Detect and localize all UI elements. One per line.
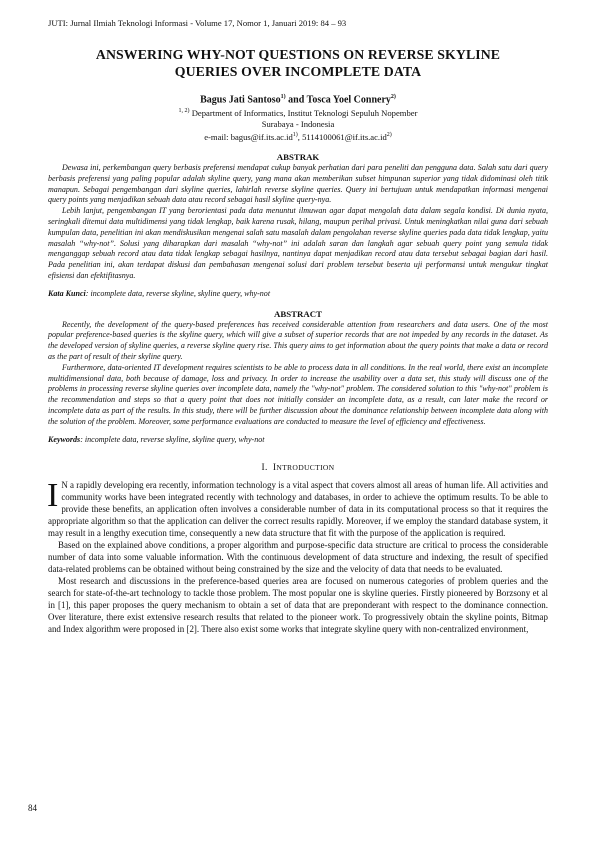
- section-heading-introduction: [48, 462, 548, 474]
- section-title-first: I: [272, 463, 277, 474]
- affiliation-sup: 1, 2): [178, 108, 190, 115]
- author-list: [48, 91, 548, 106]
- kata-kunci-label: Kata Kunci: [48, 288, 86, 298]
- abstract-heading: ABSTRACT: [274, 308, 322, 319]
- author-2-sup: 2): [390, 94, 396, 100]
- email-1: e-mail: bagus@if.its.ac.id: [204, 132, 293, 143]
- intro-paragraph-2: Based on the explained above conditions, a proper algorithm and purpose-specific data structure are critical to process the considerable number of data into some valuable information. With the continuous development of data structure and indexing, the result of specified data-related problems can be obtained without being constrained by the size and the velocity of data that needs to be evaluated.: [48, 540, 548, 575]
- abstrak-heading: ABSTRAK: [276, 152, 320, 163]
- section-number: I.: [261, 463, 268, 474]
- keywords: [48, 435, 548, 446]
- kata-kunci: [48, 289, 548, 300]
- intro-paragraph-3: Most research and discussions in the preference-based queries area are focused on numerous categories of problem queries and the search for state-of-the-art technology to tackle those problem. The most popular one is skyline queries. Firstly pioneered by Borzsony et al in [1], this paper proposes the query mechanism to obtain a set of data that are preponderant with respect to the dominance connection. Over literature, there exist extensive research results that related to the pioneer work. To progressively obtain the skyline points, Bitmap and Index algorithm were proposed in [2]. There also exist some works that integrate skyline query with non-centralized environment,: [48, 576, 548, 634]
- city: Surabaya - Indonesia: [261, 119, 335, 130]
- email-2: , 5114100061@if.its.ac.id: [297, 132, 387, 143]
- author-and: and: [285, 94, 307, 106]
- department: Department of Informatics, Institut Teknologi Sepuluh Nopember: [189, 108, 418, 119]
- drop-cap: I: [47, 477, 59, 515]
- affiliation: [48, 106, 548, 143]
- keywords-label: Keywords: [48, 434, 81, 444]
- running-header: JUTI: Jurnal Ilmiah Teknologi Informasi - Volume 17, Nomor 1, Januari 2019: 84 – 93: [48, 18, 347, 28]
- intro-paragraph-1-text: N a rapidly developing era recently, information technology is a vital aspect that covers almost all areas of human life. All activities and community works have been integrated recently with technology and databases, in order to achieve the optimum results. To be able to provide these benefits, an application often involves a considerable number of data in its computational process so that it requires the appropriate algorithm so that the application can deliver the correct results rapidly. Moreover, if we employ the standard database system, it may result in a lengthy execution time, consequently a new data structure that fit with the purpose of the application is required.: [48, 480, 548, 539]
- page-number: 84: [28, 803, 37, 813]
- author-2: Tosca Yoel Connery: [306, 94, 391, 106]
- kata-kunci-text: : incomplete data, reverse skyline, skyline query, why-not: [85, 288, 271, 298]
- email-sup-2: 2): [386, 132, 392, 139]
- abstrak-paragraph-2: Lebih lanjut, pengembangan IT yang berorientasi pada data menuntut ilmuwan agar dapat mengolah data dalam segala kondisi. Di dunia nyata, seringkali ditemui data multidimensi yang tidak lengkap, baik karena rusak, hilang, maupun perihal privasi. Untuk meningkatkan nilai guna dari sebuah kumpulan data, penelitian ini akan mendiskusikan mengenai salah satu masalah dalam pengolahan reverse skyline queries pada data tidak lengkap, yaitu masalah “why-not”. Solusi yang diharapkan dari masalah “why-not” ini adalah saran dan langkah agar sebuah query point yang semula tidak menganggap sebuah record atau data tidak lengkap sebagai hasilnya, nantinya dapat menjadikan record atau data tersebut sebagai bagian dari hasil. Pada penelitian ini, akan terdapat diskusi dan pembahasan mengenai solusi dari problem tersebut beserta uji performansi untuk mengukur tingkat efisiensi dan efektifitasnya.: [48, 206, 548, 281]
- email-sup-1: 1): [292, 132, 298, 139]
- abstract-paragraph-1: Recently, the development of the query-based preferences has received considerable attention from researchers and data users. One of the most popular preference-based queries is the skyline query, which will give a subset of superior records that are not impeded by any records in the dataset. As the developed version of skyline queries, a reverse skyline query rise. This query aims to get information about the query points that make a data or record as the part of result of their skyline query.: [48, 319, 548, 361]
- title-line-2: QUERIES OVER INCOMPLETE DATA: [174, 64, 422, 79]
- section-title-rest: NTRODUCTION: [276, 463, 335, 473]
- abstract-paragraph-2: Furthermore, data-oriented IT development requires scientists to be able to process data in all conditions. In the real world, there exist an incomplete multidimensional data, both because of damage, loss and privacy. In order to increase the usability over a data set, this study will discuss one of the problems in processing reverse skyline queries over incomplete data, namely the "why-not" problem. The considered solution to this "why-not" problem is the recommendation and steps so that a query point that does not initially consider an incomplete data, as a result, can later make the record or incomplete data as part of the results. In this study, there will be further discussion about the dominance relationship between incomplete data along with the solution of the problem. Moreover, some performance evaluations are conducted to measure the level of efficiency and effectiveness.: [48, 362, 548, 426]
- author-1-sup: 1): [280, 94, 286, 100]
- paper-page: [48, 18, 548, 636]
- title-line-1: ANSWERING WHY-NOT QUESTIONS ON REVERSE SKYLINE: [95, 47, 501, 62]
- email-line: [48, 130, 548, 143]
- abstrak-paragraph-1: Dewasa ini, perkembangan query berbasis preferensi mendapat cukup banyak perhatian dari para peneliti dan pengguna data. Salah satu dari query berbasis preferensi yang paling popular adalah skyline query, yang mana akan memberikan subset himpunan superior yang tidak didominasi oleh titik manapun. Sebagai pengembangan dari skyline queries, lahirlah reverse skyline queries. Query ini bertujuan untuk mendapatkan informasi mengenai query points yang menjadikan sebuah data atau record sebagai hasil skyline query-nya.: [48, 163, 548, 205]
- intro-paragraph-1: [47, 477, 548, 540]
- keywords-text: : incomplete data, reverse skyline, skyline query, why-not: [80, 434, 265, 444]
- author-1: Bagus Jati Santoso: [200, 94, 281, 106]
- paper-title: [48, 46, 548, 80]
